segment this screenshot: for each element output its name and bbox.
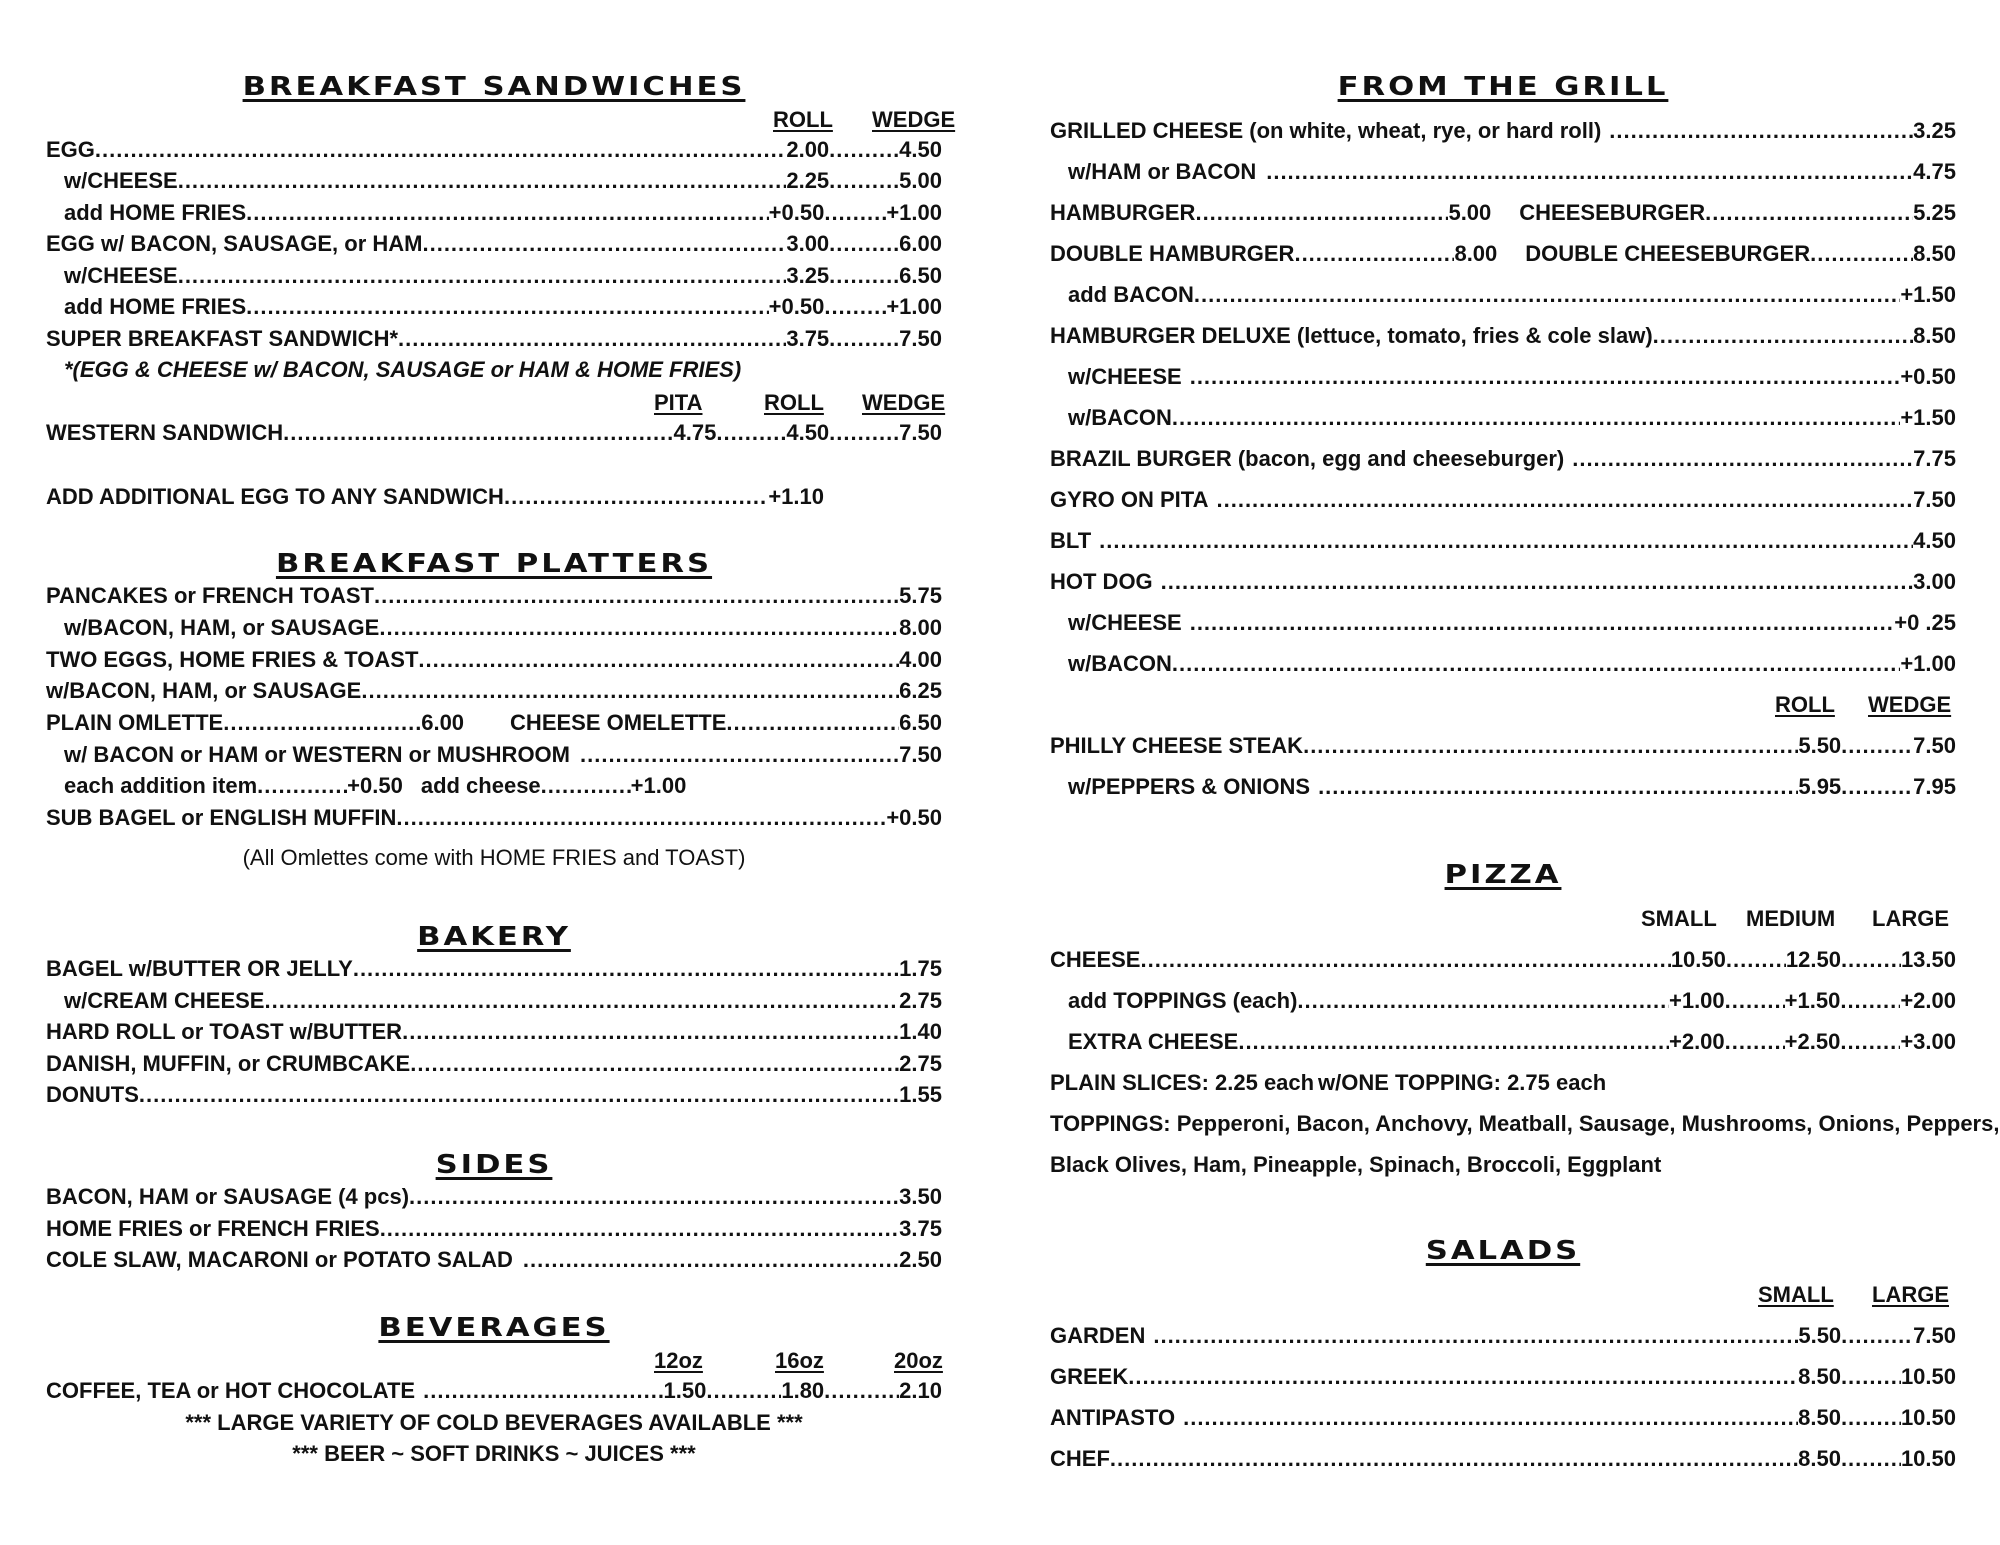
breakfast-sandwiches-title: BREAKFAST SANDWICHES xyxy=(242,72,746,102)
menu-item: DONUTS ..... 1.55 xyxy=(46,1082,942,1108)
beer-drinks-note: *** BEER ~ SOFT DRINKS ~ JUICES *** xyxy=(292,1441,696,1466)
menu-item: EGG ..... 2.00 ..... 4.50 xyxy=(46,137,942,163)
menu-item: HOME FRIES or FRENCH FRIES ..... 3.75 xyxy=(46,1216,942,1242)
cold-beverages-note: *** LARGE VARIETY OF COLD BEVERAGES AVAILABLE *** xyxy=(185,1410,803,1435)
small-column-header: SMALL xyxy=(1641,906,1717,931)
wedge-column-header: WEDGE xyxy=(872,107,956,132)
menu-item: CHEF ..... 8.50 ..... 10.50 xyxy=(1050,1446,1956,1472)
menu-item: w/BACON, HAM, or SAUSAGE ..... 6.25 xyxy=(46,678,942,704)
menu-item: EXTRA CHEESE ..... +2.00 ..... +2.50 ..... +3.00 xyxy=(1050,1029,1956,1055)
menu-item: w/ BACON or HAM or WESTERN or MUSHROOM ..... 7.50 xyxy=(46,742,942,768)
menu-item-western-sandwich: WESTERN SANDWICH ..... 4.75 ..... 4.50 ..... 7.50 xyxy=(46,420,942,446)
from-the-grill-title: FROM THE GRILL xyxy=(1337,72,1669,102)
menu-item: BAGEL w/BUTTER OR JELLY ..... 1.75 xyxy=(46,956,942,982)
roll-column-header: ROLL xyxy=(1775,692,1835,717)
menu-item: w/CHEESE ..... 3.25 ..... 6.50 xyxy=(46,263,942,289)
12oz-column-header: 12oz xyxy=(654,1348,703,1373)
menu-item: w/HAM or BACON ..... 4.75 xyxy=(1050,159,1956,185)
menu-item: HOT DOG ..... 3.00 xyxy=(1050,569,1956,595)
beverages-title: BEVERAGES xyxy=(378,1313,610,1343)
menu-item: SUPER BREAKFAST SANDWICH* ..... 3.75 ..... 7.50 xyxy=(46,326,942,352)
menu-item-add-egg: ADD ADDITIONAL EGG TO ANY SANDWICH ..... +1.10 xyxy=(46,484,824,510)
pita-column-header: PITA xyxy=(654,390,703,415)
small-column-header: SMALL xyxy=(1758,1282,1834,1307)
menu-item: CHEESE ..... 10.50 ..... 12.50 ..... 13.50 xyxy=(1050,947,1956,973)
menu-item: BRAZIL BURGER (bacon, egg and cheeseburger) ..... 7.75 xyxy=(1050,446,1956,472)
menu-item: HARD ROLL or TOAST w/BUTTER ..... 1.40 xyxy=(46,1019,942,1045)
menu-item: add BACON ..... +1.50 xyxy=(1050,282,1956,308)
bakery-title: BAKERY xyxy=(417,922,571,952)
menu-item-additions: each addition item ..... +0.50 add cheese ..... +1.00 xyxy=(46,773,764,799)
toppings-list: TOPPINGS: Pepperoni, Bacon, Anchovy, Meatball, Sausage, Mushrooms, Onions, Peppers, xyxy=(1050,1111,2000,1136)
roll-column-header: ROLL xyxy=(773,107,833,132)
wedge-column-header: WEDGE xyxy=(1868,692,1952,717)
menu-item: w/PEPPERS & ONIONS ..... 5.95 ..... 7.95 xyxy=(1050,774,1956,800)
menu-item: GARDEN ..... 5.50 ..... 7.50 xyxy=(1050,1323,1956,1349)
menu-item: w/BACON ..... +1.00 xyxy=(1050,651,1956,677)
menu-item-burgers: HAMBURGER ..... 5.00 CHEESEBURGER ..... 5.25 xyxy=(1050,200,1956,226)
menu-item-coffee: COFFEE, TEA or HOT CHOCOLATE ..... 1.50 ..... 1.80 ..... 2.10 xyxy=(46,1378,942,1404)
menu-item: BLT ..... 4.50 xyxy=(1050,528,1956,554)
menu-item: w/CHEESE ..... +0.50 xyxy=(1050,364,1956,390)
super-sandwich-footnote: *(EGG & CHEESE w/ BACON, SAUSAGE or HAM & HOME FRIES) xyxy=(64,357,742,382)
omelette-note: (All Omlettes come with HOME FRIES and TOAST) xyxy=(242,845,746,870)
medium-column-header: MEDIUM xyxy=(1746,906,1836,931)
menu-item: EGG w/ BACON, SAUSAGE, or HAM ..... 3.00 ..... 6.00 xyxy=(46,231,942,257)
menu-item: add HOME FRIES ..... +0.50 ..... +1.00 xyxy=(46,200,942,226)
menu-item-philly: PHILLY CHEESE STEAK ..... 5.50 ..... 7.50 xyxy=(1050,733,1956,759)
16oz-column-header: 16oz xyxy=(775,1348,824,1373)
sides-title: SIDES xyxy=(435,1150,553,1180)
breakfast-platters-title: BREAKFAST PLATTERS xyxy=(275,549,713,579)
menu-item: add TOPPINGS (each) ..... +1.00 ..... +1.50 ..... +2.00 xyxy=(1050,988,1956,1014)
roll-column-header: ROLL xyxy=(764,390,824,415)
menu-item: BACON, HAM or SAUSAGE (4 pcs) ..... 3.50 xyxy=(46,1184,942,1210)
plain-slices-price: PLAIN SLICES: 2.25 each xyxy=(1050,1070,1315,1095)
menu-item: w/CHEESE ..... +0 .25 xyxy=(1050,610,1956,636)
menu-item: PANCAKES or FRENCH TOAST ..... 5.75 xyxy=(46,583,942,609)
pizza-title: PIZZA xyxy=(1444,860,1562,890)
menu-item: add HOME FRIES ..... +0.50 ..... +1.00 xyxy=(46,294,942,320)
menu-item: GREEK ..... 8.50 ..... 10.50 xyxy=(1050,1364,1956,1390)
menu-item-double-burgers: DOUBLE HAMBURGER ..... 8.00 DOUBLE CHEESEBURGER ..... 8.50 xyxy=(1050,241,1956,267)
large-column-header: LARGE xyxy=(1872,906,1949,931)
menu-item: w/BACON ..... +1.50 xyxy=(1050,405,1956,431)
menu-item: DANISH, MUFFIN, or CRUMBCAKE ..... 2.75 xyxy=(46,1051,942,1077)
salads-title: SALADS xyxy=(1425,1236,1581,1266)
menu-item: ANTIPASTO ..... 8.50 ..... 10.50 xyxy=(1050,1405,1956,1431)
menu-item: GYRO ON PITA ..... 7.50 xyxy=(1050,487,1956,513)
menu-item: w/BACON, HAM, or SAUSAGE ..... 8.00 xyxy=(46,615,942,641)
wedge-column-header: WEDGE xyxy=(862,390,946,415)
menu-item: w/CHEESE ..... 2.25 ..... 5.00 xyxy=(46,168,942,194)
menu-item: w/CREAM CHEESE ..... 2.75 xyxy=(46,988,942,1014)
large-column-header: LARGE xyxy=(1872,1282,1949,1307)
toppings-list-continued: Black Olives, Ham, Pineapple, Spinach, Broccoli, Eggplant xyxy=(1050,1152,1662,1177)
one-topping-price: w/ONE TOPPING: 2.75 each xyxy=(1318,1070,1607,1095)
menu-item: SUB BAGEL or ENGLISH MUFFIN ..... +0.50 xyxy=(46,805,942,831)
menu-item-omelettes: PLAIN OMLETTE ..... 6.00 CHEESE OMELETTE ..... 6.50 xyxy=(46,710,942,736)
menu-item: GRILLED CHEESE (on white, wheat, rye, or hard roll) ..... 3.25 xyxy=(1050,118,1956,144)
menu-item: COLE SLAW, MACARONI or POTATO SALAD ..... 2.50 xyxy=(46,1247,942,1273)
20oz-column-header: 20oz xyxy=(894,1348,943,1373)
menu-item: HAMBURGER DELUXE (lettuce, tomato, fries & cole slaw) ..... 8.50 xyxy=(1050,323,1956,349)
menu-item: TWO EGGS, HOME FRIES & TOAST ..... 4.00 xyxy=(46,647,942,673)
